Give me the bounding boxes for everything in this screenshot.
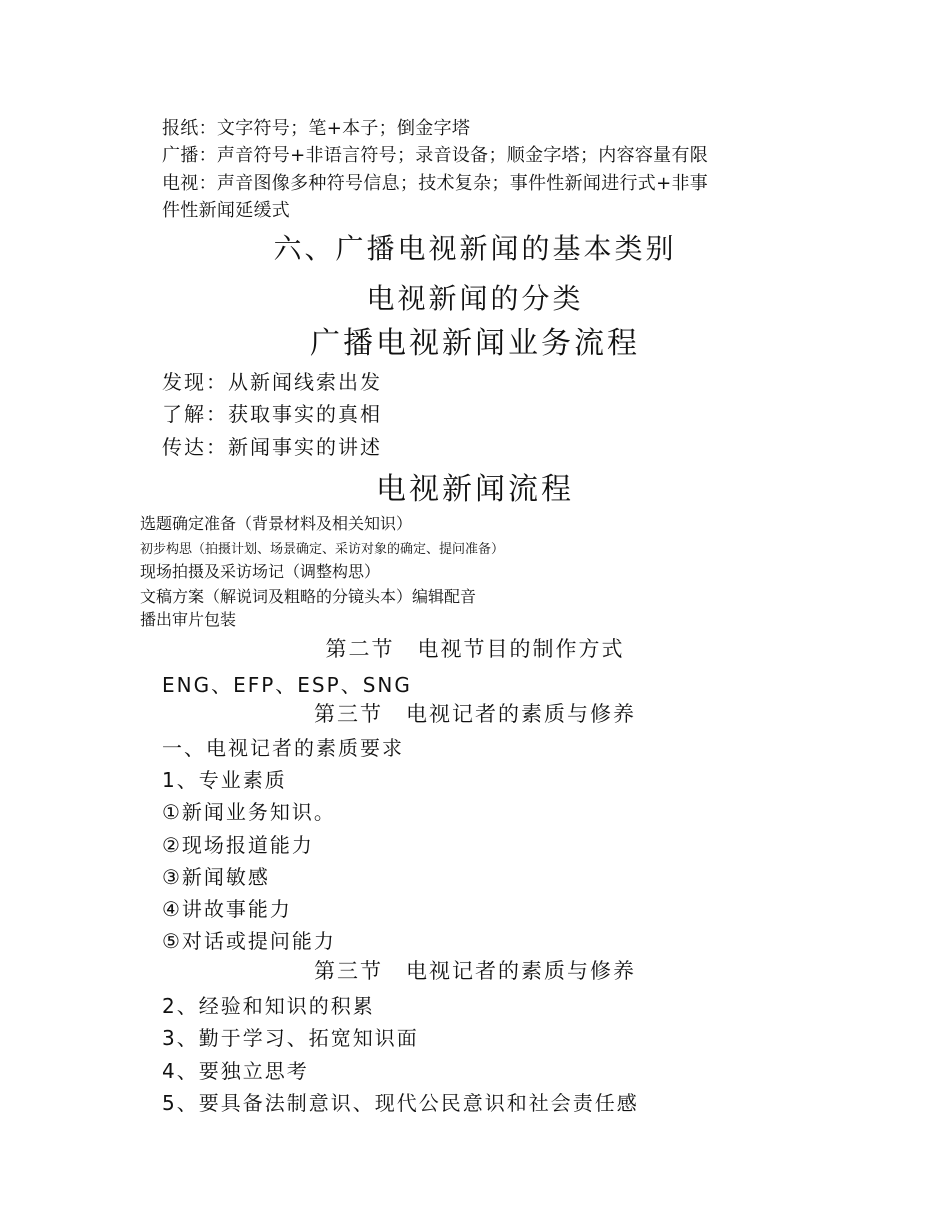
- list-item: ①新闻业务知识。: [162, 800, 336, 824]
- text-line: 现场拍摄及采访场记（调整构思）: [140, 562, 381, 581]
- text-line: ENG、EFP、ESP、SNG: [162, 673, 412, 697]
- text-line: 发现：从新闻线索出发: [162, 370, 382, 394]
- text-line: 初步构思（拍摄计划、场景确定、采访对象的确定、提问准备）: [140, 542, 505, 557]
- list-item: 2、经验和知识的积累: [162, 994, 375, 1018]
- section-heading: 电视新闻流程: [376, 472, 574, 507]
- section-heading: 广播电视新闻业务流程: [310, 326, 640, 361]
- section-heading: 第二节 电视节目的制作方式: [325, 637, 625, 661]
- text-line: 选题确定准备（背景材料及相关知识）: [140, 514, 413, 533]
- text-line: 报纸：文字符号；笔+本子；倒金字塔: [162, 118, 471, 139]
- list-item: ⑤对话或提问能力: [162, 929, 336, 953]
- section-heading: 六、广播电视新闻的基本类别: [273, 232, 677, 265]
- text-line: 一、电视记者的素质要求: [162, 736, 404, 760]
- list-item: 3、勤于学习、拓宽知识面: [162, 1026, 419, 1050]
- text-line: 文稿方案（解说词及粗略的分镜头本）编辑配音: [140, 587, 477, 606]
- section-heading: 第三节 电视记者的素质与修养: [314, 702, 636, 726]
- list-item: 1、专业素质: [162, 768, 287, 792]
- text-line: 广播：声音符号+非语言符号；录音设备；顺金字塔；内容容量有限: [162, 145, 709, 166]
- text-line: 传达：新闻事实的讲述: [162, 435, 382, 459]
- text-line: 电视：声音图像多种符号信息；技术复杂；事件性新闻进行式+非事: [162, 173, 709, 194]
- section-heading: 电视新闻的分类: [366, 282, 584, 315]
- list-item: ②现场报道能力: [162, 833, 314, 857]
- list-item: ④讲故事能力: [162, 897, 292, 921]
- list-item: 5、要具备法制意识、现代公民意识和社会责任感: [162, 1091, 639, 1115]
- text-line: 件性新闻延缓式: [162, 200, 291, 221]
- text-line: 播出审片包装: [140, 610, 237, 629]
- list-item: 4、要独立思考: [162, 1059, 309, 1083]
- section-heading: 第三节 电视记者的素质与修养: [314, 959, 636, 983]
- text-line: 了解：获取事实的真相: [162, 402, 382, 426]
- list-item: ③新闻敏感: [162, 865, 270, 889]
